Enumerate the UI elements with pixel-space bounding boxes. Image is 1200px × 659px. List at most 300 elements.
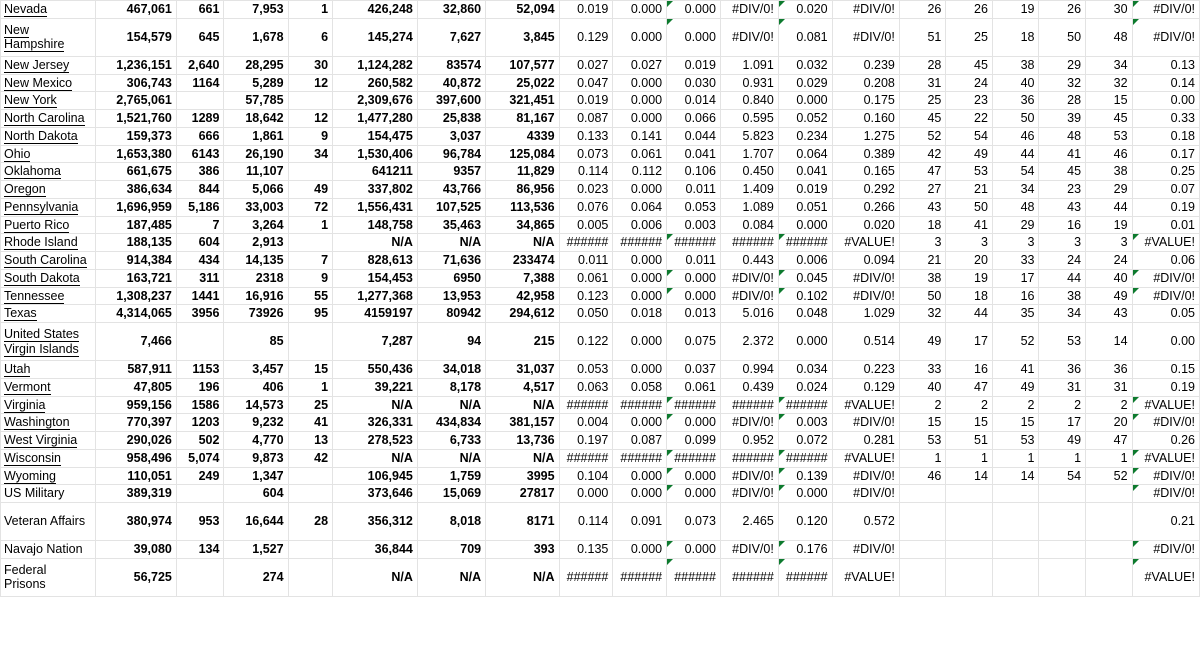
table-cell[interactable]: 32 xyxy=(899,305,946,323)
table-cell[interactable]: 311 xyxy=(176,269,224,287)
table-cell[interactable]: 0.000 xyxy=(613,414,667,432)
table-cell[interactable]: 0.073 xyxy=(559,145,613,163)
table-cell[interactable]: #VALUE! xyxy=(832,449,899,467)
table-cell[interactable]: 1 xyxy=(899,449,946,467)
table-cell[interactable]: 41 xyxy=(946,216,993,234)
table-cell[interactable]: 14,573 xyxy=(224,396,288,414)
table-cell[interactable]: 0.000 xyxy=(613,467,667,485)
table-cell[interactable]: 71,636 xyxy=(417,252,485,270)
table-cell[interactable]: 7,627 xyxy=(417,18,485,56)
table-cell[interactable]: 0.18 xyxy=(1132,127,1199,145)
table-cell[interactable]: 43 xyxy=(899,198,946,216)
table-cell[interactable]: 0.292 xyxy=(832,181,899,199)
table-cell[interactable]: 0.572 xyxy=(832,503,899,541)
table-cell[interactable]: 6 xyxy=(288,18,332,56)
table-cell[interactable]: 21 xyxy=(946,181,993,199)
table-row[interactable] xyxy=(1,361,1200,379)
table-cell[interactable]: 0.15 xyxy=(1132,361,1199,379)
table-cell[interactable]: N/A xyxy=(417,558,485,596)
table-cell[interactable]: 959,156 xyxy=(96,396,177,414)
table-cell[interactable]: 0.104 xyxy=(559,467,613,485)
table-cell[interactable]: 953 xyxy=(176,503,224,541)
table-row[interactable] xyxy=(1,305,1200,323)
table-cell[interactable]: 0.952 xyxy=(720,432,778,450)
table-cell[interactable]: 46 xyxy=(1086,145,1133,163)
table-cell[interactable]: N/A xyxy=(333,396,418,414)
table-cell[interactable]: 11,107 xyxy=(224,163,288,181)
table-cell[interactable]: 83574 xyxy=(417,56,485,74)
table-cell[interactable]: ###### xyxy=(559,234,613,252)
table-cell[interactable]: 0.006 xyxy=(778,252,832,270)
table-cell[interactable]: #VALUE! xyxy=(832,234,899,252)
table-cell[interactable]: ###### xyxy=(778,449,832,467)
table-cell[interactable]: ###### xyxy=(667,558,721,596)
table-cell[interactable]: 25,022 xyxy=(486,74,559,92)
table-cell[interactable]: 29 xyxy=(1086,181,1133,199)
table-cell[interactable]: 0.000 xyxy=(613,269,667,287)
table-cell[interactable]: ###### xyxy=(667,449,721,467)
table-cell[interactable]: 24 xyxy=(946,74,993,92)
table-row[interactable] xyxy=(1,216,1200,234)
table-cell[interactable] xyxy=(946,558,993,596)
table-cell[interactable]: 39 xyxy=(1039,110,1086,128)
table-cell[interactable]: 196 xyxy=(176,378,224,396)
table-cell[interactable]: 0.129 xyxy=(559,18,613,56)
table-cell[interactable]: 0.020 xyxy=(832,216,899,234)
table-cell[interactable]: 55 xyxy=(288,287,332,305)
row-label-cell[interactable] xyxy=(1,396,96,414)
table-cell[interactable] xyxy=(288,323,332,361)
table-cell[interactable]: 0.023 xyxy=(559,181,613,199)
table-cell[interactable]: 844 xyxy=(176,181,224,199)
table-cell[interactable]: #DIV/0! xyxy=(1132,18,1199,56)
table-cell[interactable]: 1289 xyxy=(176,110,224,128)
table-cell[interactable]: #DIV/0! xyxy=(720,18,778,56)
table-cell[interactable]: #DIV/0! xyxy=(720,414,778,432)
table-cell[interactable]: 26 xyxy=(899,1,946,19)
table-cell[interactable]: 86,956 xyxy=(486,181,559,199)
table-cell[interactable]: 43,766 xyxy=(417,181,485,199)
table-cell[interactable]: 3 xyxy=(899,234,946,252)
table-cell[interactable]: 41 xyxy=(992,361,1039,379)
table-cell[interactable]: 1.707 xyxy=(720,145,778,163)
table-cell[interactable]: 306,743 xyxy=(96,74,177,92)
table-cell[interactable]: 159,373 xyxy=(96,127,177,145)
table-cell[interactable]: 914,384 xyxy=(96,252,177,270)
table-cell[interactable]: 15,069 xyxy=(417,485,485,503)
table-cell[interactable]: 0.091 xyxy=(613,503,667,541)
table-cell[interactable]: 0.087 xyxy=(559,110,613,128)
table-cell[interactable]: 7,287 xyxy=(333,323,418,361)
table-cell[interactable]: 1,521,760 xyxy=(96,110,177,128)
table-row[interactable] xyxy=(1,541,1200,559)
table-cell[interactable]: 709 xyxy=(417,541,485,559)
table-cell[interactable]: 19 xyxy=(992,1,1039,19)
table-cell[interactable]: 42 xyxy=(288,449,332,467)
table-cell[interactable]: 393 xyxy=(486,541,559,559)
row-label-cell[interactable] xyxy=(1,449,96,467)
table-cell[interactable]: 107,525 xyxy=(417,198,485,216)
table-cell[interactable]: 38 xyxy=(1086,163,1133,181)
table-cell[interactable]: 0.047 xyxy=(559,74,613,92)
table-cell[interactable]: 24 xyxy=(1039,252,1086,270)
table-cell[interactable]: 1586 xyxy=(176,396,224,414)
table-cell[interactable]: 31 xyxy=(1086,378,1133,396)
table-cell[interactable]: 17 xyxy=(992,269,1039,287)
table-cell[interactable]: 28 xyxy=(288,503,332,541)
table-cell[interactable]: 50 xyxy=(899,287,946,305)
table-cell[interactable]: 2318 xyxy=(224,269,288,287)
table-cell[interactable]: 278,523 xyxy=(333,432,418,450)
table-cell[interactable] xyxy=(992,485,1039,503)
table-cell[interactable]: 4,770 xyxy=(224,432,288,450)
row-label-cell[interactable] xyxy=(1,378,96,396)
table-row[interactable] xyxy=(1,1,1200,19)
table-cell[interactable]: 0.160 xyxy=(832,110,899,128)
table-cell[interactable]: 0.00 xyxy=(1132,92,1199,110)
table-cell[interactable]: 19 xyxy=(946,269,993,287)
table-cell[interactable]: 46 xyxy=(992,127,1039,145)
table-cell[interactable] xyxy=(176,558,224,596)
table-cell[interactable]: 587,911 xyxy=(96,361,177,379)
table-cell[interactable] xyxy=(288,541,332,559)
table-cell[interactable]: ###### xyxy=(667,396,721,414)
table-cell[interactable]: 0.061 xyxy=(613,145,667,163)
table-cell[interactable] xyxy=(288,92,332,110)
table-cell[interactable]: 54 xyxy=(1039,467,1086,485)
table-cell[interactable]: 42 xyxy=(899,145,946,163)
table-cell[interactable]: ###### xyxy=(613,449,667,467)
table-cell[interactable]: 72 xyxy=(288,198,332,216)
table-cell[interactable]: 25,838 xyxy=(417,110,485,128)
table-cell[interactable]: 0.06 xyxy=(1132,252,1199,270)
table-cell[interactable]: 1 xyxy=(288,1,332,19)
table-cell[interactable]: 958,496 xyxy=(96,449,177,467)
table-cell[interactable]: 20 xyxy=(946,252,993,270)
table-cell[interactable]: 81,167 xyxy=(486,110,559,128)
table-cell[interactable]: 550,436 xyxy=(333,361,418,379)
table-cell[interactable]: ###### xyxy=(559,396,613,414)
table-cell[interactable]: 0.076 xyxy=(559,198,613,216)
table-cell[interactable]: N/A xyxy=(486,449,559,467)
table-cell[interactable]: 0.165 xyxy=(832,163,899,181)
table-cell[interactable]: 23 xyxy=(946,92,993,110)
table-cell[interactable]: 28 xyxy=(1039,92,1086,110)
table-cell[interactable]: 45 xyxy=(1039,163,1086,181)
row-label-cell[interactable] xyxy=(1,1,96,19)
table-cell[interactable]: 1.275 xyxy=(832,127,899,145)
table-cell[interactable]: 25 xyxy=(899,92,946,110)
table-cell[interactable]: 0.439 xyxy=(720,378,778,396)
table-cell[interactable]: 35,463 xyxy=(417,216,485,234)
table-cell[interactable]: 397,600 xyxy=(417,92,485,110)
table-cell[interactable]: ###### xyxy=(613,396,667,414)
table-cell[interactable]: 0.066 xyxy=(667,110,721,128)
table-cell[interactable]: 73926 xyxy=(224,305,288,323)
table-cell[interactable]: 0.032 xyxy=(778,56,832,74)
table-cell[interactable]: 9357 xyxy=(417,163,485,181)
table-cell[interactable]: 0.072 xyxy=(778,432,832,450)
table-cell[interactable]: 45 xyxy=(946,56,993,74)
table-row[interactable] xyxy=(1,163,1200,181)
table-cell[interactable]: 0.064 xyxy=(778,145,832,163)
table-cell[interactable]: #VALUE! xyxy=(1132,396,1199,414)
table-cell[interactable]: #DIV/0! xyxy=(832,18,899,56)
table-cell[interactable]: 50 xyxy=(946,198,993,216)
table-cell[interactable]: 666 xyxy=(176,127,224,145)
table-cell[interactable] xyxy=(1039,558,1086,596)
table-cell[interactable]: 386 xyxy=(176,163,224,181)
table-cell[interactable]: 18 xyxy=(992,18,1039,56)
table-row[interactable] xyxy=(1,287,1200,305)
table-cell[interactable]: 0.027 xyxy=(613,56,667,74)
table-cell[interactable]: 0.011 xyxy=(559,252,613,270)
table-cell[interactable]: 49 xyxy=(288,181,332,199)
table-cell[interactable]: 52 xyxy=(992,323,1039,361)
table-cell[interactable]: 6143 xyxy=(176,145,224,163)
table-cell[interactable]: #DIV/0! xyxy=(720,467,778,485)
table-row[interactable] xyxy=(1,558,1200,596)
table-cell[interactable]: 36 xyxy=(1039,361,1086,379)
table-cell[interactable]: 7 xyxy=(288,252,332,270)
table-cell[interactable]: 7,953 xyxy=(224,1,288,19)
table-cell[interactable]: 30 xyxy=(1086,1,1133,19)
table-cell[interactable]: #DIV/0! xyxy=(832,414,899,432)
table-cell[interactable]: 11,829 xyxy=(486,163,559,181)
table-cell[interactable]: 8,178 xyxy=(417,378,485,396)
table-cell[interactable]: 0.000 xyxy=(613,287,667,305)
table-row[interactable] xyxy=(1,503,1200,541)
table-cell[interactable]: 2.372 xyxy=(720,323,778,361)
table-cell[interactable]: 22 xyxy=(946,110,993,128)
table-cell[interactable]: 2,765,061 xyxy=(96,92,177,110)
table-cell[interactable]: 43 xyxy=(1086,305,1133,323)
table-cell[interactable]: 54 xyxy=(992,163,1039,181)
table-cell[interactable]: 0.17 xyxy=(1132,145,1199,163)
table-cell[interactable]: 29 xyxy=(992,216,1039,234)
table-cell[interactable]: 0.087 xyxy=(613,432,667,450)
table-cell[interactable]: 25 xyxy=(946,18,993,56)
table-cell[interactable]: 46 xyxy=(899,467,946,485)
table-cell[interactable]: 51 xyxy=(946,432,993,450)
table-cell[interactable]: 16 xyxy=(1039,216,1086,234)
table-cell[interactable]: 0.081 xyxy=(778,18,832,56)
table-cell[interactable]: 5,066 xyxy=(224,181,288,199)
table-cell[interactable]: 373,646 xyxy=(333,485,418,503)
table-cell[interactable]: 16 xyxy=(992,287,1039,305)
table-row[interactable] xyxy=(1,198,1200,216)
row-label-cell[interactable]: Navajo Nation xyxy=(1,541,96,559)
table-cell[interactable]: 1,527 xyxy=(224,541,288,559)
table-cell[interactable]: 0.25 xyxy=(1132,163,1199,181)
table-cell[interactable]: 32 xyxy=(1039,74,1086,92)
table-cell[interactable]: 0.013 xyxy=(667,305,721,323)
table-cell[interactable]: 0.000 xyxy=(778,485,832,503)
row-label-cell[interactable] xyxy=(1,18,96,56)
row-label-cell[interactable] xyxy=(1,216,96,234)
table-cell[interactable]: 15 xyxy=(288,361,332,379)
table-cell[interactable]: 54 xyxy=(946,127,993,145)
table-cell[interactable]: 0.133 xyxy=(559,127,613,145)
table-cell[interactable]: 5,186 xyxy=(176,198,224,216)
table-cell[interactable]: 47 xyxy=(1086,432,1133,450)
table-cell[interactable]: 321,451 xyxy=(486,92,559,110)
table-cell[interactable]: 27817 xyxy=(486,485,559,503)
table-cell[interactable]: 326,331 xyxy=(333,414,418,432)
table-cell[interactable]: 187,485 xyxy=(96,216,177,234)
table-cell[interactable] xyxy=(992,541,1039,559)
table-cell[interactable]: 52 xyxy=(1086,467,1133,485)
table-cell[interactable]: 80942 xyxy=(417,305,485,323)
table-cell[interactable]: 0.595 xyxy=(720,110,778,128)
table-cell[interactable]: 12 xyxy=(288,74,332,92)
table-cell[interactable] xyxy=(992,558,1039,596)
table-cell[interactable]: #DIV/0! xyxy=(832,485,899,503)
table-cell[interactable]: 8,018 xyxy=(417,503,485,541)
table-cell[interactable]: 0.099 xyxy=(667,432,721,450)
table-cell[interactable]: 21 xyxy=(899,252,946,270)
table-row[interactable] xyxy=(1,323,1200,361)
table-cell[interactable]: #DIV/0! xyxy=(832,269,899,287)
table-cell[interactable]: 6,733 xyxy=(417,432,485,450)
table-cell[interactable]: 1 xyxy=(288,378,332,396)
table-cell[interactable]: 36 xyxy=(992,92,1039,110)
table-cell[interactable]: 39,221 xyxy=(333,378,418,396)
table-cell[interactable]: 134 xyxy=(176,541,224,559)
table-cell[interactable]: 25 xyxy=(288,396,332,414)
table-cell[interactable]: 0.027 xyxy=(559,56,613,74)
table-cell[interactable]: 0.000 xyxy=(613,74,667,92)
table-cell[interactable]: 34 xyxy=(288,145,332,163)
table-cell[interactable] xyxy=(899,485,946,503)
table-cell[interactable]: ###### xyxy=(613,234,667,252)
table-cell[interactable]: 434 xyxy=(176,252,224,270)
table-cell[interactable]: 356,312 xyxy=(333,503,418,541)
table-cell[interactable]: ###### xyxy=(778,558,832,596)
table-cell[interactable]: 17 xyxy=(1039,414,1086,432)
table-cell[interactable]: 49 xyxy=(1086,287,1133,305)
table-cell[interactable]: 14 xyxy=(946,467,993,485)
table-cell[interactable]: 3,264 xyxy=(224,216,288,234)
table-cell[interactable]: N/A xyxy=(333,234,418,252)
table-cell[interactable]: 43 xyxy=(1039,198,1086,216)
table-cell[interactable]: 0.26 xyxy=(1132,432,1199,450)
table-cell[interactable]: 0.019 xyxy=(778,181,832,199)
table-cell[interactable]: 0.073 xyxy=(667,503,721,541)
table-cell[interactable]: 15 xyxy=(899,414,946,432)
table-cell[interactable]: 36,844 xyxy=(333,541,418,559)
table-cell[interactable]: 1,678 xyxy=(224,18,288,56)
table-cell[interactable]: 0.176 xyxy=(778,541,832,559)
table-cell[interactable]: 0.33 xyxy=(1132,110,1199,128)
table-cell[interactable]: 48 xyxy=(1086,18,1133,56)
table-cell[interactable]: 9,873 xyxy=(224,449,288,467)
table-cell[interactable]: 0.048 xyxy=(778,305,832,323)
table-cell[interactable]: 48 xyxy=(1039,127,1086,145)
table-cell[interactable]: 274 xyxy=(224,558,288,596)
table-cell[interactable]: 34 xyxy=(992,181,1039,199)
table-row[interactable] xyxy=(1,485,1200,503)
table-cell[interactable]: 17 xyxy=(946,323,993,361)
table-cell[interactable]: #DIV/0! xyxy=(832,541,899,559)
table-cell[interactable]: #DIV/0! xyxy=(1132,287,1199,305)
table-cell[interactable]: 0.000 xyxy=(613,541,667,559)
row-label-cell[interactable] xyxy=(1,181,96,199)
table-cell[interactable]: 0.094 xyxy=(832,252,899,270)
table-cell[interactable]: 34 xyxy=(1039,305,1086,323)
table-cell[interactable]: 604 xyxy=(224,485,288,503)
table-row[interactable] xyxy=(1,432,1200,450)
table-cell[interactable] xyxy=(1086,503,1133,541)
table-row[interactable] xyxy=(1,74,1200,92)
table-cell[interactable]: ###### xyxy=(720,449,778,467)
table-cell[interactable]: 56,725 xyxy=(96,558,177,596)
table-cell[interactable]: 154,475 xyxy=(333,127,418,145)
table-cell[interactable]: 14,135 xyxy=(224,252,288,270)
table-cell[interactable]: 661 xyxy=(176,1,224,19)
table-cell[interactable]: 18 xyxy=(899,216,946,234)
table-cell[interactable]: 381,157 xyxy=(486,414,559,432)
table-cell[interactable]: N/A xyxy=(333,558,418,596)
table-cell[interactable]: 5.823 xyxy=(720,127,778,145)
table-cell[interactable]: 1 xyxy=(288,216,332,234)
table-cell[interactable]: 434,834 xyxy=(417,414,485,432)
table-cell[interactable]: 0.112 xyxy=(613,163,667,181)
table-cell[interactable]: 1203 xyxy=(176,414,224,432)
table-row[interactable] xyxy=(1,110,1200,128)
table-cell[interactable]: 0.053 xyxy=(559,361,613,379)
table-cell[interactable]: 1.091 xyxy=(720,56,778,74)
table-cell[interactable]: 12 xyxy=(288,110,332,128)
table-cell[interactable]: 1,861 xyxy=(224,127,288,145)
table-cell[interactable]: 1,653,380 xyxy=(96,145,177,163)
table-cell[interactable]: 16,644 xyxy=(224,503,288,541)
table-cell[interactable]: 1153 xyxy=(176,361,224,379)
table-cell[interactable]: 0.061 xyxy=(667,378,721,396)
table-cell[interactable]: 0.034 xyxy=(778,361,832,379)
table-cell[interactable]: 645 xyxy=(176,18,224,56)
table-cell[interactable]: 0.000 xyxy=(613,361,667,379)
table-cell[interactable] xyxy=(899,541,946,559)
table-cell[interactable]: 0.000 xyxy=(613,18,667,56)
table-cell[interactable]: 23 xyxy=(1039,181,1086,199)
table-row[interactable] xyxy=(1,145,1200,163)
table-row[interactable] xyxy=(1,414,1200,432)
table-cell[interactable]: 1 xyxy=(946,449,993,467)
table-cell[interactable]: 0.037 xyxy=(667,361,721,379)
table-cell[interactable]: 0.000 xyxy=(667,414,721,432)
row-label-cell[interactable] xyxy=(1,432,96,450)
row-label-cell[interactable] xyxy=(1,92,96,110)
table-cell[interactable]: 44 xyxy=(992,145,1039,163)
row-label-cell[interactable] xyxy=(1,110,96,128)
table-cell[interactable]: 1,477,280 xyxy=(333,110,418,128)
table-cell[interactable]: 0.000 xyxy=(778,216,832,234)
table-cell[interactable]: 5,289 xyxy=(224,74,288,92)
table-cell[interactable]: 0.443 xyxy=(720,252,778,270)
row-label-cell[interactable] xyxy=(1,234,96,252)
row-label-cell[interactable] xyxy=(1,163,96,181)
table-cell[interactable]: 249 xyxy=(176,467,224,485)
table-cell[interactable]: 0.266 xyxy=(832,198,899,216)
table-cell[interactable]: 15 xyxy=(1086,92,1133,110)
table-cell[interactable]: 4339 xyxy=(486,127,559,145)
table-cell[interactable]: #DIV/0! xyxy=(720,485,778,503)
table-cell[interactable]: ###### xyxy=(720,396,778,414)
table-cell[interactable]: 1.089 xyxy=(720,198,778,216)
table-cell[interactable]: 39,080 xyxy=(96,541,177,559)
table-cell[interactable]: 0.024 xyxy=(778,378,832,396)
